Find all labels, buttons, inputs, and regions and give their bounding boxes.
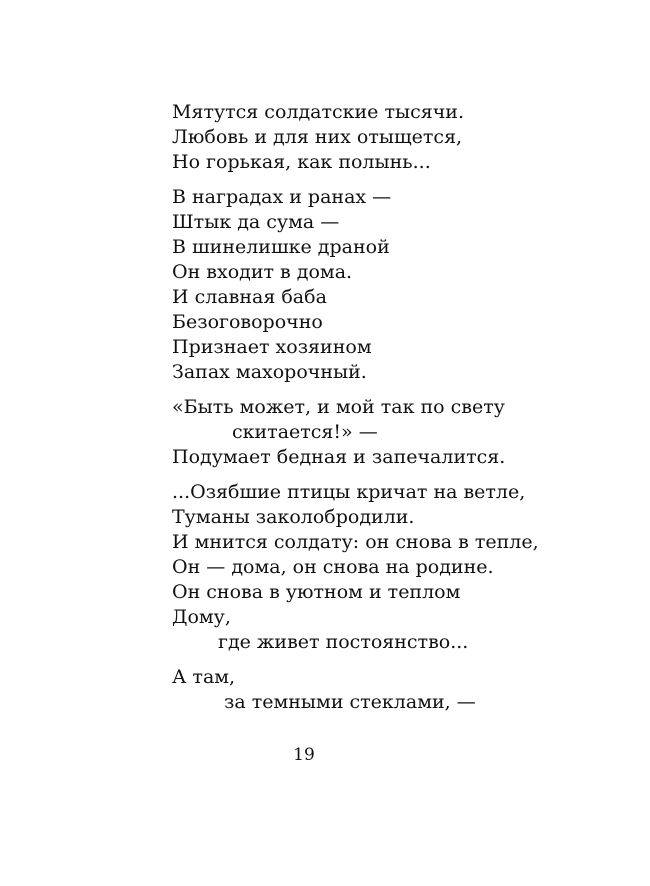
poem-line: Штык да сума — — [172, 211, 340, 233]
poem-line: И мнится солдату: он снова в тепле, — [172, 531, 539, 553]
poem — [172, 100, 612, 725]
poem-line: Признает хозяином — [172, 336, 372, 358]
poem-line: Он входит в дома. — [172, 261, 353, 283]
poem-line: ...Озябшие птицы кричат на ветле, — [172, 481, 526, 503]
stanza-1 — [172, 100, 612, 175]
poem-line: Он снова в уютном и теплом — [172, 581, 461, 603]
poem-line-indented: за темными стеклами, — — [224, 691, 476, 713]
stanza-4 — [172, 480, 612, 655]
poem-line: Мятутся солдатские тысячи. — [172, 101, 464, 123]
page-number: 19 — [293, 745, 315, 765]
poem-line: В наградах и ранах — — [172, 186, 392, 208]
poem-line: В шинелишке драной — [172, 236, 390, 258]
poem-line: Запах махорочный. — [172, 361, 367, 383]
poem-line: Безоговорочно — [172, 311, 323, 333]
stanza-5 — [172, 665, 612, 715]
poem-line: И славная баба — [172, 286, 327, 308]
poem-line: Подумает бедная и запечалится. — [172, 446, 506, 468]
stanza-3 — [172, 395, 612, 470]
poem-line: Дому, — [172, 606, 231, 628]
poem-line-indented: где живет постоянство... — [218, 631, 469, 653]
poem-line: Любовь и для них отыщется, — [172, 126, 463, 148]
stanza-2 — [172, 185, 612, 385]
poem-line-indented: скитается!» — — [232, 421, 378, 443]
poem-line: Но горькая, как полынь... — [172, 151, 431, 173]
poem-line: Он — дома, он снова на родине. — [172, 556, 494, 578]
poem-line: Туманы заколобродили. — [172, 506, 415, 528]
poem-line: А там, — [172, 666, 236, 688]
poem-line: «Быть может, и мой так по свету — [172, 396, 505, 418]
